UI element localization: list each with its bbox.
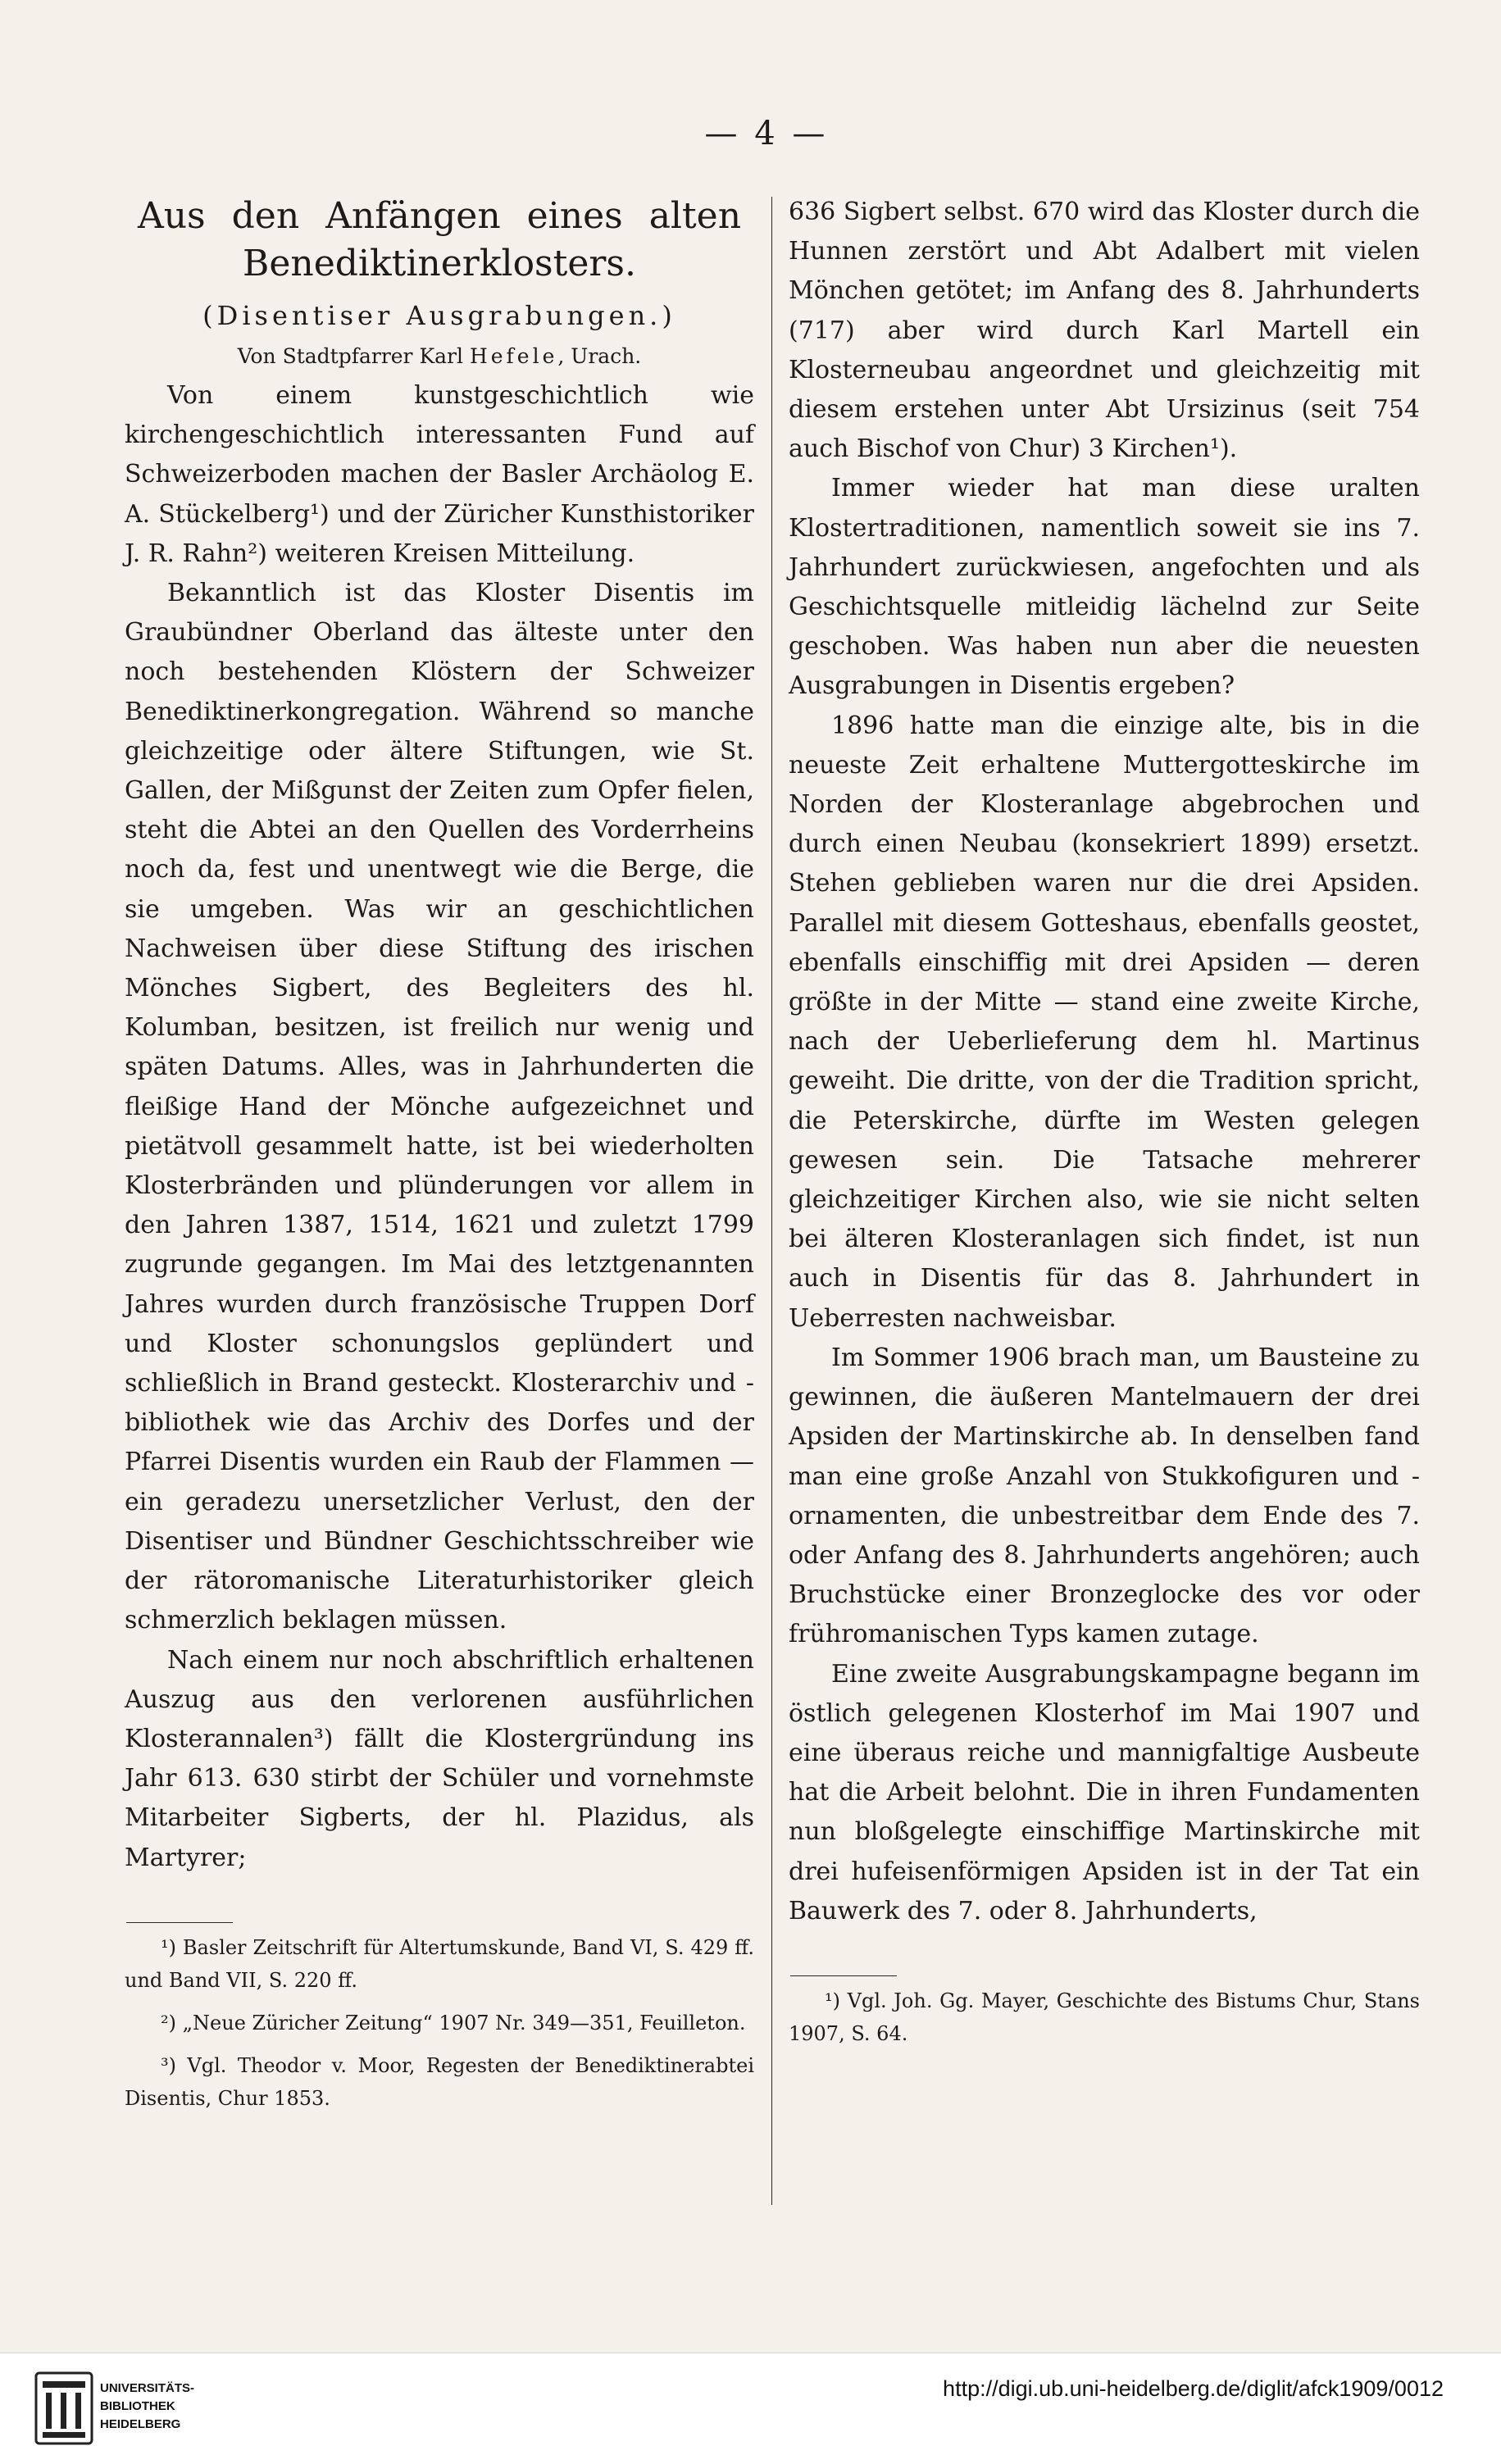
paragraph: Nach einem nur noch abschriftlich erhaltenen Auszug aus den verlorenen ausführlichen Klosterannalen³) fällt die Klostergründung ins Jahr 613. 630 stirbt der Schüler und vornehmste Mitarbeiter Sigberts, der hl. Plazidus, als Martyrer; — [125, 1645, 754, 1872]
footnote-rule — [126, 1922, 233, 1923]
author-prefix: Von Stadtpfarrer Karl — [237, 344, 463, 368]
page-number: — 4 — — [704, 115, 829, 152]
paragraph: 636 Sigbert selbst. 670 wird das Kloster durch die Hunnen zerstört und Abt Adalbert mit vielen Mönchen getötet; im Anfang des 8. Jahrhunderts (717) aber wird durch Karl Martell ein Klosterneubau angeordnet und gleichzeitig mit diesem erstehen unter Abt Ursizinus (seit 754 auch Bischof von Chur) 3 Kirchen¹). — [789, 198, 1420, 464]
article-subtitle: (Disentiser Ausgrabungen.) — [202, 300, 676, 331]
paragraph: Immer wieder hat man diese uralten Klostertraditionen, namentlich soweit sie ins 7. Jahrhundert zurückwiesen, angefochten und als Geschichtsquelle mitleidig lächelnd zur Seite geschoben. Was haben nun aber die neuesten Ausgrabungen in Disentis ergeben? — [789, 474, 1420, 701]
article-title: Aus den Anfängen eines alten Benediktinerklosters. — [137, 195, 742, 284]
library-seal-icon — [34, 2371, 93, 2445]
footnote: ²) „Neue Züricher Zeitung“ 1907 Nr. 349—351, Feuilleton. — [161, 2011, 746, 2034]
viewer-footer — [0, 2353, 1501, 2464]
column-divider — [771, 197, 772, 2205]
library-logo[interactable] — [34, 2368, 215, 2450]
paragraph: Bekanntlich ist das Kloster Disentis im Graubündner Oberland das älteste unter den noch bestehenden Klöstern der Schweizer Benediktinerkongregation. Während so manche gleichzeitige oder ältere Stiftungen, wie St. Gallen, der Mißgunst der Zeiten zum Opfer fielen, steht die Abtei an den Quellen des Vorderrheins noch da, fest und unentwegt wie die Berge, die sie umgeben. Was wir an geschichtlichen Nachweisen über diese Stiftung des irischen Mönches Sigbert, des Begleiters des hl. Kolumban, besitzen, ist freilich nur wenig und späten Datums. Alles, was in Jahrhunderten die fleißige Hand der Mönche aufgezeichnet und pietätvoll gesammelt hatte, ist bei wiederholten Klosterbränden und plünderungen vor allem in den Jahren 1387, 1514, 1621 und zuletzt 1799 zugrunde gegangen. Im Mai des letztgenannten Jahres wurden durch französische Truppen Dorf und Kloster schonungslos geplündert und schließlich in Brand gesteckt. Klosterarchiv und bibliothek wie das Archiv des Dorfes und der Pfarrei Disentis wurden ein Raub der Flammen — ein geradezu unersetzlicher Verlust, den der Disentiser und Bündner Geschichtsschreiber wie der rätoromanische Literaturhistoriker gleich schmerzlich beklagen müssen. — [125, 579, 754, 1635]
paragraph: 1896 hatte man die einzige alte, bis in die neueste Zeit erhaltene Muttergotteskirche im Norden der Klosteranlage abgebrochen und durch einen Neubau (konsekriert 1899) ersetzt. Stehen geblieben waren nur die drei Apsiden. Parallel mit diesem Gotteshaus, ebenfalls geostet, ebenfalls einschiffig mit drei Apsiden — deren größte in der Mitte — stand eine zweite Kirche, nach der Ueberlieferung dem hl. Martinus geweiht. Die dritte, von der die Tradition spricht, die Peterskirche, dürfte im Westen gelegen gewesen sein. Die Tatsache mehrerer gleichzeitiger Kirchen also, wie sie nicht selten bei älteren Klosteranlagen sich findet, ist nun auch in Disentis für das 8. Jahrhundert in Ueberresten nachweisbar. — [789, 711, 1420, 1333]
paragraph: Von einem kunstgeschichtlich wie kirchengeschichtlich interessanten Fund auf Schweizerboden machen der Basler Archäolog E. A. Stückelberg¹) und der Züricher Kunsthistoriker J. R. Rahn²) weiteren Kreisen Mitteilung. — [125, 381, 754, 568]
source-url[interactable]: http://digi.ub.uni-heidelberg.de/diglit/afck1909/0012 — [943, 2376, 1444, 2401]
author-place: , Urach. — [557, 344, 642, 368]
footnote-rule — [790, 1975, 897, 1976]
author-byline — [125, 337, 754, 376]
footnote: ³) Vgl. Theodor v. Moor, Regesten der Benediktinerabtei Disentis, Chur 1853. — [125, 2053, 754, 2110]
paragraph: Im Sommer 1906 brach man, um Bausteine zu gewinnen, die äußeren Mantelmauern der drei Apsiden der Martinskirche ab. In denselben fand man eine große Anzahl von Stukkofiguren und ornamenten, die unbestreitbar dem Ende des 7. oder Anfang des 8. Jahrhunderts angehören; auch Bruchstücke einer Bronzeglocke des vor oder frühromanischen Typs kamen zutage. — [789, 1343, 1420, 1649]
library-name-line: BIBLIOTHEK — [100, 2399, 175, 2413]
left-column — [125, 193, 754, 2125]
footnote: ¹) Basler Zeitschrift für Altertumskunde, Band VI, S. 429 ff. und Band VII, S. 220 ff. — [125, 1935, 754, 1992]
footnote: ¹) Vgl. Joh. Gg. Mayer, Geschichte des Bistums Chur, Stans 1907, S. 64. — [789, 1989, 1420, 2045]
right-column — [789, 193, 1420, 2060]
library-name-line: HEIDELBERG — [100, 2417, 181, 2431]
paragraph: Eine zweite Ausgrabungskampagne begann im östlich gelegenen Klosterhof im Mai 1907 und eine überaus reiche und mannigfaltige Ausbeute hat die Arbeit belohnt. Die in ihren Fundamenten nun bloßgelegte einschiffige Martinskirche mit drei hufeisenförmigen Apsiden ist in der Tat ein Bauwerk des 7. oder 8. Jahrhunderts, — [789, 1659, 1420, 1925]
library-name-line: UNIVERSITÄTS- — [100, 2381, 195, 2395]
library-name — [100, 2380, 215, 2434]
author-name: Hefele — [469, 344, 558, 368]
